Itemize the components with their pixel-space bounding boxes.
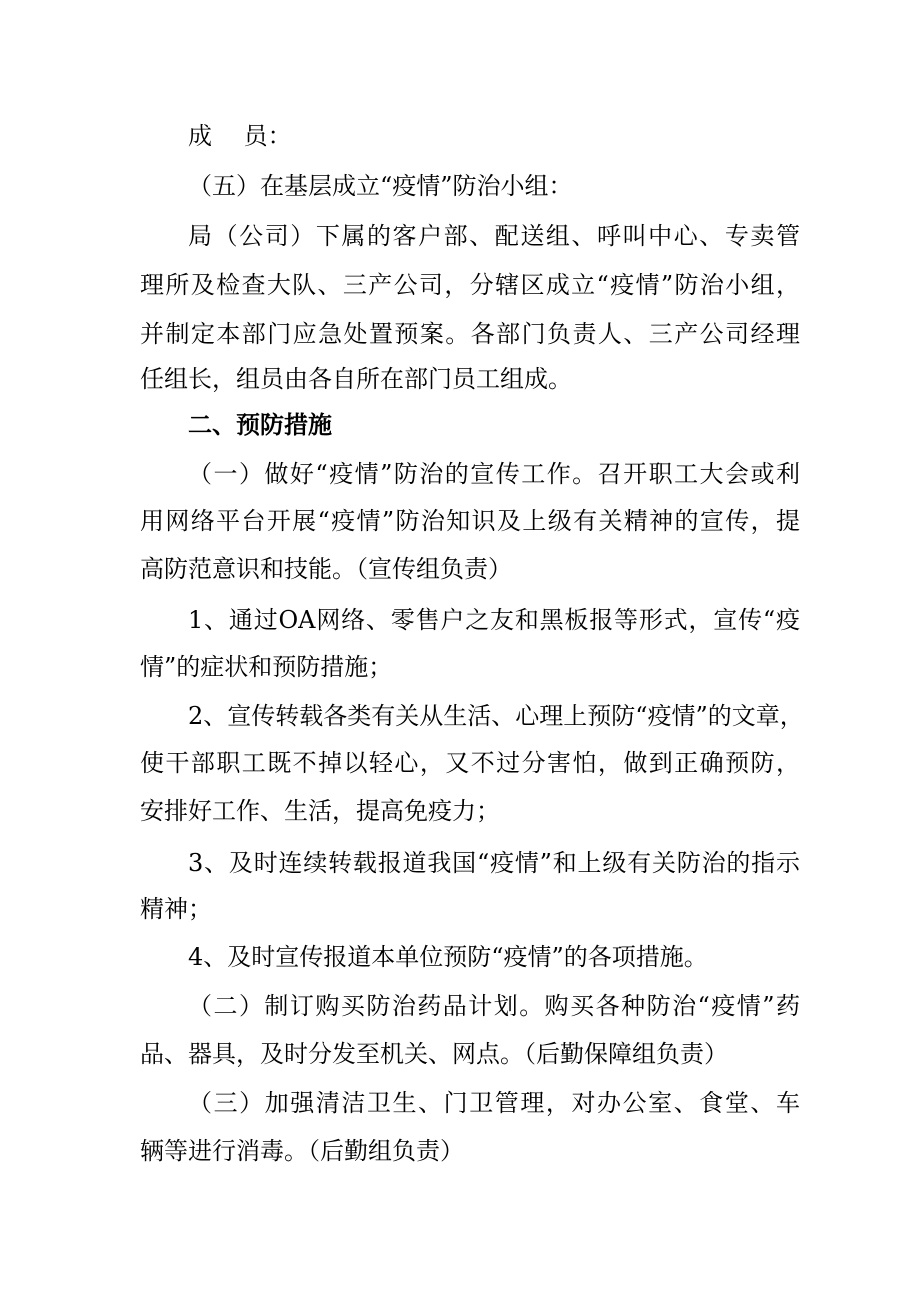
paragraph-line: 任组长，组员由各自所在部门员工组成。 <box>140 365 572 393</box>
paragraph-line: 并制定本部门应急处置预案。各部门负责人、三产公司经理 <box>140 320 800 348</box>
list-item-line: 3、及时连续转载报道我国“疫情”和上级有关防治的指示 <box>188 849 800 877</box>
paragraph-line: 局（公司）下属的客户部、配送组、呼叫中心、专卖管 <box>188 222 800 250</box>
section-two-heading: 二、预防措施 <box>188 411 332 439</box>
paragraph-line: 辆等进行消毒。（后勤组负责） <box>140 1137 464 1165</box>
paragraph-line: 高防范意识和技能。（宣传组负责） <box>140 555 512 583</box>
list-item-line: 安排好工作、生活，提高免疫力； <box>140 797 500 825</box>
list-item-line: 4、及时宣传报道本单位预防“疫情”的各项措施。 <box>188 943 708 971</box>
member-label-line: 成 员： <box>188 122 292 150</box>
list-item-line: 1、通过OA网络、零售户之友和黑板报等形式，宣传“疫 <box>188 606 800 634</box>
paragraph-line: 品、器具，及时分发至机关、网点。（后勤保障组负责） <box>140 1040 728 1068</box>
paragraph-line: （一）做好“疫情”防治的宣传工作。召开职工大会或利 <box>188 460 800 488</box>
paragraph-line: 用网络平台开展“疫情”防治知识及上级有关精神的宣传，提 <box>140 507 800 535</box>
paragraph-line: （三）加强清洁卫生、门卫管理，对办公室、食堂、车 <box>188 1089 800 1117</box>
section-five-heading: （五）在基层成立“疫情”防治小组： <box>188 172 573 200</box>
paragraph-line: 理所及检查大队、三产公司，分辖区成立“疫情”防治小组， <box>140 271 800 299</box>
list-item-line: 使干部职工既不掉以轻心，又不过分害怕，做到正确预防， <box>140 749 800 777</box>
list-item-line: 2、宣传转载各类有关从生活、心理上预防“疫情”的文章， <box>188 702 804 730</box>
list-item-line: 情”的症状和预防措施； <box>140 653 393 681</box>
paragraph-line: （二）制订购买防治药品计划。购买各种防治“疫情”药 <box>188 992 800 1020</box>
list-item-line: 精神； <box>140 895 212 923</box>
